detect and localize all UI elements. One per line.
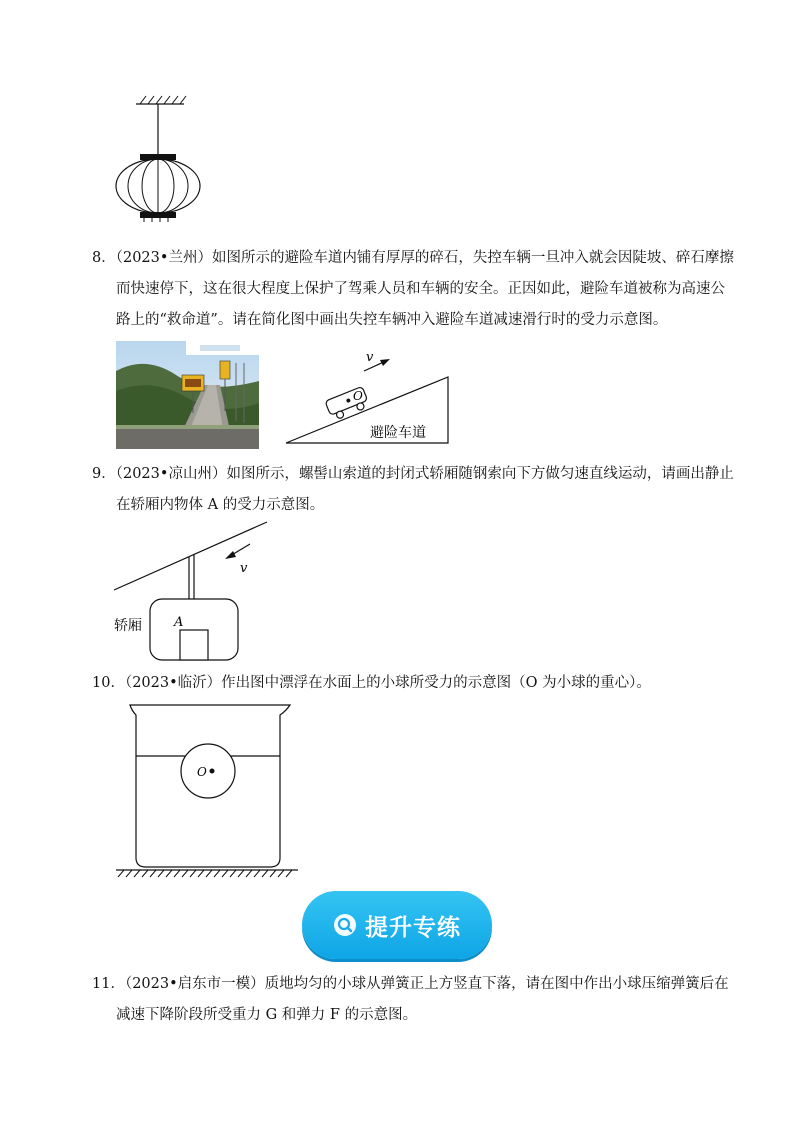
question-9	[92, 459, 734, 521]
question-text: 在轿厢内物体 A 的受力示意图。	[116, 497, 325, 513]
question-text: （2023•启东市一模）质地均匀的小球从弹簧正上方竖直下落，请在图中作出小球压缩弹簧后在	[124, 976, 729, 992]
question-text: （2023•兰州）如图所示的避险车道内铺有厚厚的碎石，失控车辆一旦冲入就会因陡坡、碎石摩擦	[115, 250, 734, 266]
ramp-label: 避险车道	[370, 425, 426, 441]
question-text: 减速下降阶段所受重力 G 和弹力 F 的示意图。	[116, 1007, 418, 1023]
question-11	[92, 969, 729, 1031]
question-text: 路上的“救命道”。请在简化图中画出失控车辆冲入避险车道减速滑行时的受力示意图。	[116, 312, 668, 328]
object-a-label: A	[174, 615, 184, 630]
search-icon	[333, 913, 357, 937]
question-text: （2023•临沂）作出图中漂浮在水面上的小球所受力的示意图（O 为小球的重心）。	[124, 675, 651, 691]
velocity-label: v	[240, 561, 248, 576]
question-10	[92, 668, 712, 699]
question-8	[92, 243, 734, 336]
lantern-figure	[110, 92, 210, 222]
ramp-diagram	[282, 341, 452, 447]
center-of-gravity-label: O	[197, 765, 207, 779]
cabin-label: 轿厢	[114, 618, 142, 634]
velocity-label: v	[366, 350, 374, 365]
question-number: 10．	[92, 675, 125, 691]
question-number: 8．	[92, 250, 116, 266]
question-number: 11．	[92, 976, 125, 992]
question-text: （2023•凉山州）如图所示，螺髻山索道的封闭式轿厢随钢索向下方做匀速直线运动，请画出静止	[115, 466, 734, 482]
question-number: 9．	[92, 466, 116, 482]
section-title: 提升专练	[365, 914, 461, 941]
section-badge	[302, 891, 492, 959]
center-of-gravity-label: O	[353, 389, 363, 403]
question-text: 而快速停下，这在很大程度上保护了驾乘人员和车辆的安全。正因如此，避险车道被称为高速公	[116, 281, 725, 297]
beaker-diagram	[112, 700, 302, 880]
cable-car-diagram	[112, 520, 272, 665]
escape-ramp-photo	[116, 341, 259, 449]
